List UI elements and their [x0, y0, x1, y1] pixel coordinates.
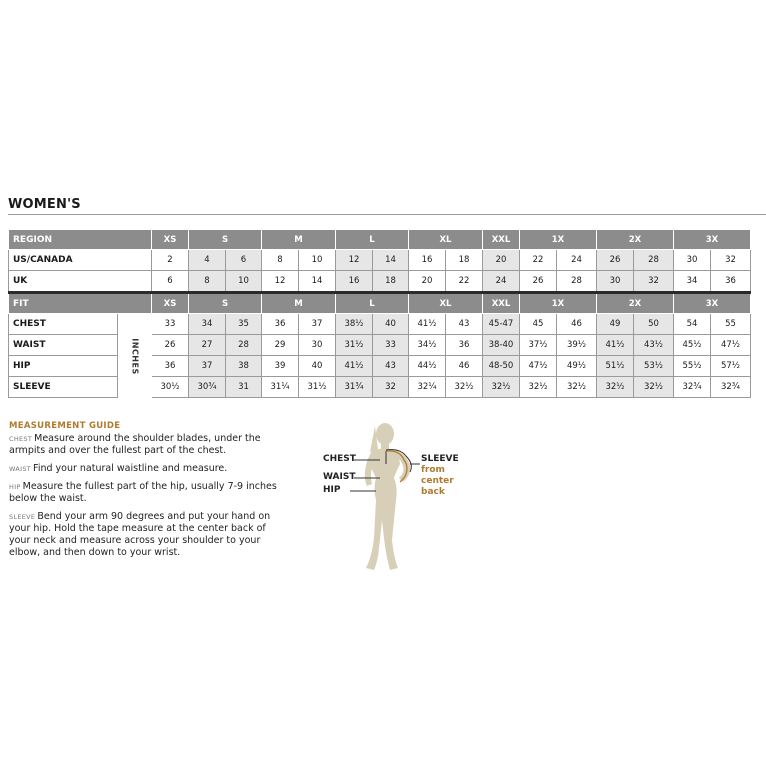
- size-value-cell: 37: [189, 356, 226, 377]
- inches-text: INCHES: [130, 337, 140, 375]
- guide-item-chest: [9, 433, 279, 457]
- size-header-xl: XL: [409, 230, 483, 250]
- fit-header-s: S: [189, 293, 262, 314]
- size-value-cell: 33: [152, 314, 189, 335]
- size-value-cell: 32: [634, 271, 674, 293]
- guide-item-hip: [9, 481, 279, 505]
- guide-key: WAIST: [9, 465, 32, 473]
- size-value-cell: 32: [373, 377, 409, 398]
- region-header-row: [9, 230, 751, 250]
- fit-header-label: FIT: [9, 293, 152, 314]
- inches-unit-label: [117, 314, 152, 398]
- guide-item-waist: [9, 463, 279, 475]
- size-value-cell: 43: [446, 314, 483, 335]
- row-label: UK: [9, 271, 152, 293]
- size-value-cell: 32¾: [674, 377, 711, 398]
- size-value-cell: 31¾: [336, 377, 373, 398]
- figure-label-sleeve: SLEEVE: [421, 454, 459, 464]
- size-value-cell: 31½: [299, 377, 336, 398]
- size-value-cell: 48-50: [483, 356, 520, 377]
- size-value-cell: 28: [634, 250, 674, 271]
- title-divider: [8, 214, 766, 215]
- size-value-cell: 43: [373, 356, 409, 377]
- size-value-cell: 20: [483, 250, 520, 271]
- size-header-l: L: [336, 230, 409, 250]
- size-value-cell: 20: [409, 271, 446, 293]
- row-label-text: CHEST: [13, 319, 46, 329]
- figure-label-hip: HIP: [323, 485, 341, 495]
- size-value-cell: 46: [557, 314, 597, 335]
- size-value-cell: 6: [152, 271, 189, 293]
- row-label-text: WAIST: [13, 340, 46, 350]
- region-row-us-canada: [9, 250, 751, 271]
- size-value-cell: 41½: [597, 335, 634, 356]
- guide-title: MEASUREMENT GUIDE: [9, 421, 121, 431]
- size-value-cell: 45½: [674, 335, 711, 356]
- size-value-cell: 38: [226, 356, 262, 377]
- size-value-cell: 31¼: [262, 377, 299, 398]
- guide-key: CHEST: [9, 435, 33, 443]
- size-value-cell: 12: [262, 271, 299, 293]
- fit-header-3x: 3X: [674, 293, 751, 314]
- region-header-label: REGION: [9, 230, 152, 250]
- size-value-cell: 32½: [597, 377, 634, 398]
- size-value-cell: 16: [409, 250, 446, 271]
- size-value-cell: 34: [189, 314, 226, 335]
- size-value-cell: 18: [446, 250, 483, 271]
- size-value-cell: 14: [373, 250, 409, 271]
- measurement-figure: [320, 420, 460, 575]
- size-value-cell: 39: [262, 356, 299, 377]
- size-value-cell: 27: [189, 335, 226, 356]
- figure-sleeve-note-2: center: [421, 476, 454, 486]
- size-value-cell: 18: [373, 271, 409, 293]
- size-value-cell: 32¾: [711, 377, 751, 398]
- size-value-cell: 26: [597, 250, 634, 271]
- region-row-uk: [9, 271, 751, 293]
- size-value-cell: 8: [262, 250, 299, 271]
- size-value-cell: 4: [189, 250, 226, 271]
- size-value-cell: 38½: [336, 314, 373, 335]
- size-value-cell: 30½: [152, 377, 189, 398]
- figure-sleeve-note-3: back: [421, 487, 445, 497]
- size-value-cell: 37½: [520, 335, 557, 356]
- size-value-cell: 40: [373, 314, 409, 335]
- guide-key: SLEEVE: [9, 513, 36, 521]
- fit-header-xl: XL: [409, 293, 483, 314]
- size-value-cell: 51½: [597, 356, 634, 377]
- size-value-cell: 36: [152, 356, 189, 377]
- size-value-cell: 14: [299, 271, 336, 293]
- size-value-cell: 32½: [557, 377, 597, 398]
- fit-header-1x: 1X: [520, 293, 597, 314]
- size-value-cell: 32½: [520, 377, 557, 398]
- size-value-cell: 32¼: [409, 377, 446, 398]
- size-value-cell: 39½: [557, 335, 597, 356]
- size-header-2x: 2X: [597, 230, 674, 250]
- size-value-cell: 30: [597, 271, 634, 293]
- size-value-cell: 38-40: [483, 335, 520, 356]
- measurement-guide: [9, 421, 279, 565]
- size-header-3x: 3X: [674, 230, 751, 250]
- size-value-cell: 30: [299, 335, 336, 356]
- size-value-cell: 47½: [711, 335, 751, 356]
- size-value-cell: 46: [446, 356, 483, 377]
- size-value-cell: 35: [226, 314, 262, 335]
- fit-header-xs: XS: [152, 293, 189, 314]
- guide-item-sleeve: [9, 511, 279, 559]
- size-value-cell: 30¾: [189, 377, 226, 398]
- row-label-text: SLEEVE: [13, 382, 51, 392]
- size-value-cell: 22: [446, 271, 483, 293]
- size-value-cell: 41½: [336, 356, 373, 377]
- size-value-cell: 55½: [674, 356, 711, 377]
- size-chart-table: [8, 229, 751, 398]
- size-value-cell: 22: [520, 250, 557, 271]
- size-value-cell: 49: [597, 314, 634, 335]
- size-value-cell: 41½: [409, 314, 446, 335]
- guide-text: Find your natural waistline and measure.: [33, 463, 228, 474]
- page-title: WOMEN'S: [8, 197, 81, 212]
- guide-text: Measure around the shoulder blades, under the armpits and over the fullest part of the chest.: [9, 433, 261, 456]
- size-value-cell: 26: [152, 335, 189, 356]
- figure-sleeve-note-1: from: [421, 465, 445, 475]
- fit-header-row: [9, 293, 751, 314]
- fit-header-l: L: [336, 293, 409, 314]
- guide-key: HIP: [9, 483, 21, 491]
- size-value-cell: 12: [336, 250, 373, 271]
- size-value-cell: 32½: [483, 377, 520, 398]
- size-value-cell: 2: [152, 250, 189, 271]
- size-value-cell: 36: [262, 314, 299, 335]
- size-value-cell: 47½: [520, 356, 557, 377]
- size-value-cell: 8: [189, 271, 226, 293]
- size-value-cell: 16: [336, 271, 373, 293]
- woman-silhouette-icon: [320, 420, 460, 575]
- size-value-cell: 24: [557, 250, 597, 271]
- size-header-1x: 1X: [520, 230, 597, 250]
- size-value-cell: 45-47: [483, 314, 520, 335]
- size-value-cell: 33: [373, 335, 409, 356]
- size-header-xxl: XXL: [483, 230, 520, 250]
- size-value-cell: 28: [557, 271, 597, 293]
- fit-header-xxl: XXL: [483, 293, 520, 314]
- figure-label-chest: CHEST: [323, 454, 356, 464]
- size-value-cell: 49½: [557, 356, 597, 377]
- fit-header-m: M: [262, 293, 336, 314]
- size-value-cell: 10: [299, 250, 336, 271]
- size-value-cell: 50: [634, 314, 674, 335]
- size-value-cell: 32½: [446, 377, 483, 398]
- size-value-cell: 31: [226, 377, 262, 398]
- size-value-cell: 43½: [634, 335, 674, 356]
- size-value-cell: 40: [299, 356, 336, 377]
- fit-row-chest: [9, 314, 751, 335]
- size-value-cell: 37: [299, 314, 336, 335]
- size-value-cell: 34½: [409, 335, 446, 356]
- size-value-cell: 24: [483, 271, 520, 293]
- size-header-s: S: [189, 230, 262, 250]
- size-value-cell: 57½: [711, 356, 751, 377]
- size-value-cell: 6: [226, 250, 262, 271]
- figure-label-waist: WAIST: [323, 472, 356, 482]
- size-value-cell: 32½: [634, 377, 674, 398]
- size-header-xs: XS: [152, 230, 189, 250]
- size-value-cell: 26: [520, 271, 557, 293]
- size-value-cell: 28: [226, 335, 262, 356]
- size-value-cell: 30: [674, 250, 711, 271]
- size-value-cell: 36: [446, 335, 483, 356]
- size-value-cell: 29: [262, 335, 299, 356]
- row-label: US/CANADA: [9, 250, 152, 271]
- size-value-cell: 44½: [409, 356, 446, 377]
- size-value-cell: 32: [711, 250, 751, 271]
- size-value-cell: 10: [226, 271, 262, 293]
- guide-text: Bend your arm 90 degrees and put your hand on your hip. Hold the tape measure at the center back of your neck and measure across your shoulder to your elbow, and then down to your wrist.: [9, 511, 271, 558]
- size-value-cell: 55: [711, 314, 751, 335]
- size-value-cell: 31½: [336, 335, 373, 356]
- fit-header-2x: 2X: [597, 293, 674, 314]
- guide-text: Measure the fullest part of the hip, usually 7-9 inches below the waist.: [9, 481, 277, 504]
- size-value-cell: 53½: [634, 356, 674, 377]
- size-value-cell: 54: [674, 314, 711, 335]
- size-value-cell: 36: [711, 271, 751, 293]
- row-label-text: HIP: [13, 361, 31, 371]
- size-header-m: M: [262, 230, 336, 250]
- size-value-cell: 34: [674, 271, 711, 293]
- size-value-cell: 45: [520, 314, 557, 335]
